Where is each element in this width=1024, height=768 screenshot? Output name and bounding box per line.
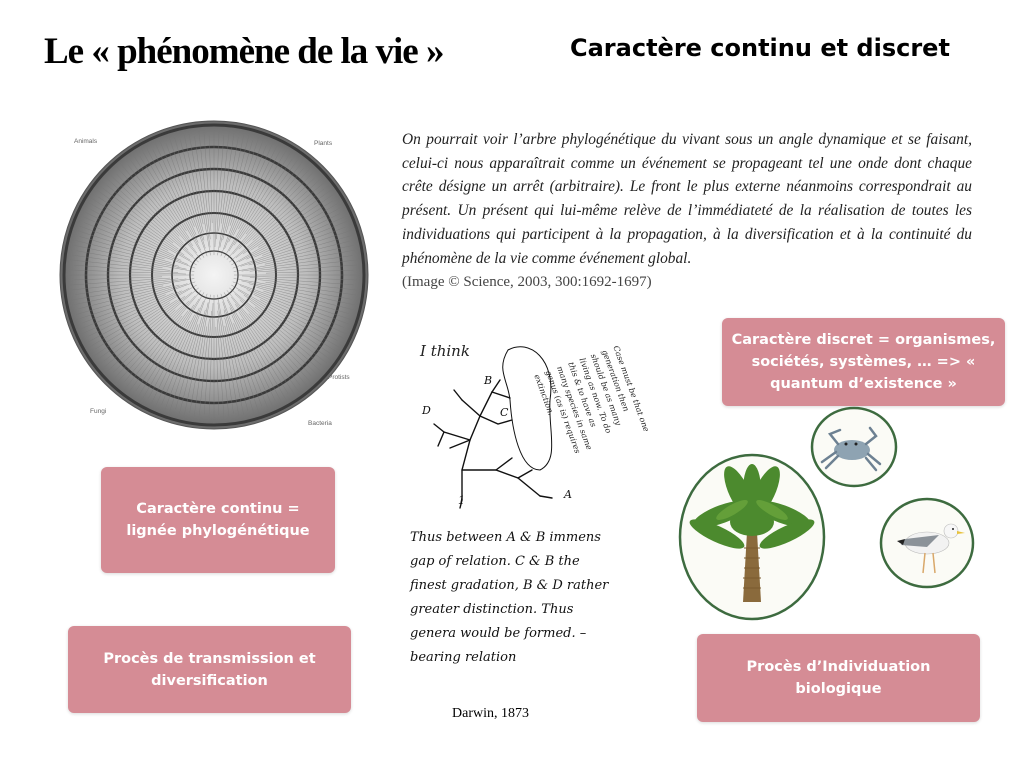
darwin-side-note: Case must be that one generation then should be as many living as now. To do this & to have as many species in same genus (as is) requires extinction.: [532, 344, 651, 455]
darwin-header: I think: [420, 342, 470, 360]
phylogenetic-tree-icon: [46, 115, 386, 435]
darwin-notes: Thus between A & B immens gap of relation. C & B the finest gradation, B & D rather greater distinction. Thus genera would be formed. – bearing relation: [410, 530, 609, 665]
darwin-letter-c: C: [500, 406, 509, 419]
slide-subtitle: Caractère continu et discret: [570, 34, 950, 62]
phylogeny-quote: On pourrait voir l’arbre phylogénétique du vivant sous un angle dynamique et se faisant, celui-ci nous apparaîtrait comme un événement se propageant tel une onde dont chaque crête désigne un arrêt (arbitraire). Le front le plus externe néanmoins correspondrait au présent. Un présent qui lui-même relève de l’immédiateté de la réalisation de toutes les individuations qui participent à la propagation, à la diversification et à la continuité du phénomène de la vie comme événement global.: [402, 131, 972, 267]
continu-box: [101, 467, 335, 573]
continu-box-text: Caractère continu = lignée phylogénétique: [126, 501, 310, 539]
individuation-box: [697, 634, 980, 722]
discret-box: [722, 318, 1005, 406]
transmission-box-text: Procès de transmission et diversification: [103, 650, 316, 689]
discret-box-text: Caractère discret = organismes, sociétés, systèmes, … => « quantum d’existence »: [731, 332, 996, 392]
individuation-box-text: Procès d’Individuation biologique: [746, 659, 931, 697]
seagull-icon: [879, 497, 975, 589]
palm-tree-icon: [677, 452, 827, 622]
tree-label-bacteria: Bacteria: [308, 420, 332, 427]
tree-label-animals: Animals: [74, 138, 98, 145]
tree-label-fungi: Fungi: [90, 408, 107, 415]
darwin-sketch-icon: [400, 320, 651, 700]
darwin-caption: Darwin, 1873: [452, 706, 529, 721]
crab-icon: [810, 406, 898, 488]
tree-label-plants: Plants: [314, 140, 333, 147]
darwin-letter-a: A: [564, 488, 572, 501]
tree-label-protists: Protists: [328, 374, 350, 381]
image-credit: (Image © Science, 2003, 300:1692-1697): [402, 274, 652, 290]
slide-title: Le « phénomène de la vie »: [44, 31, 444, 72]
darwin-letter-1: 1: [458, 494, 465, 507]
darwin-letter-d: D: [422, 404, 431, 417]
transmission-box: [68, 626, 351, 713]
darwin-letter-b: B: [484, 374, 493, 387]
